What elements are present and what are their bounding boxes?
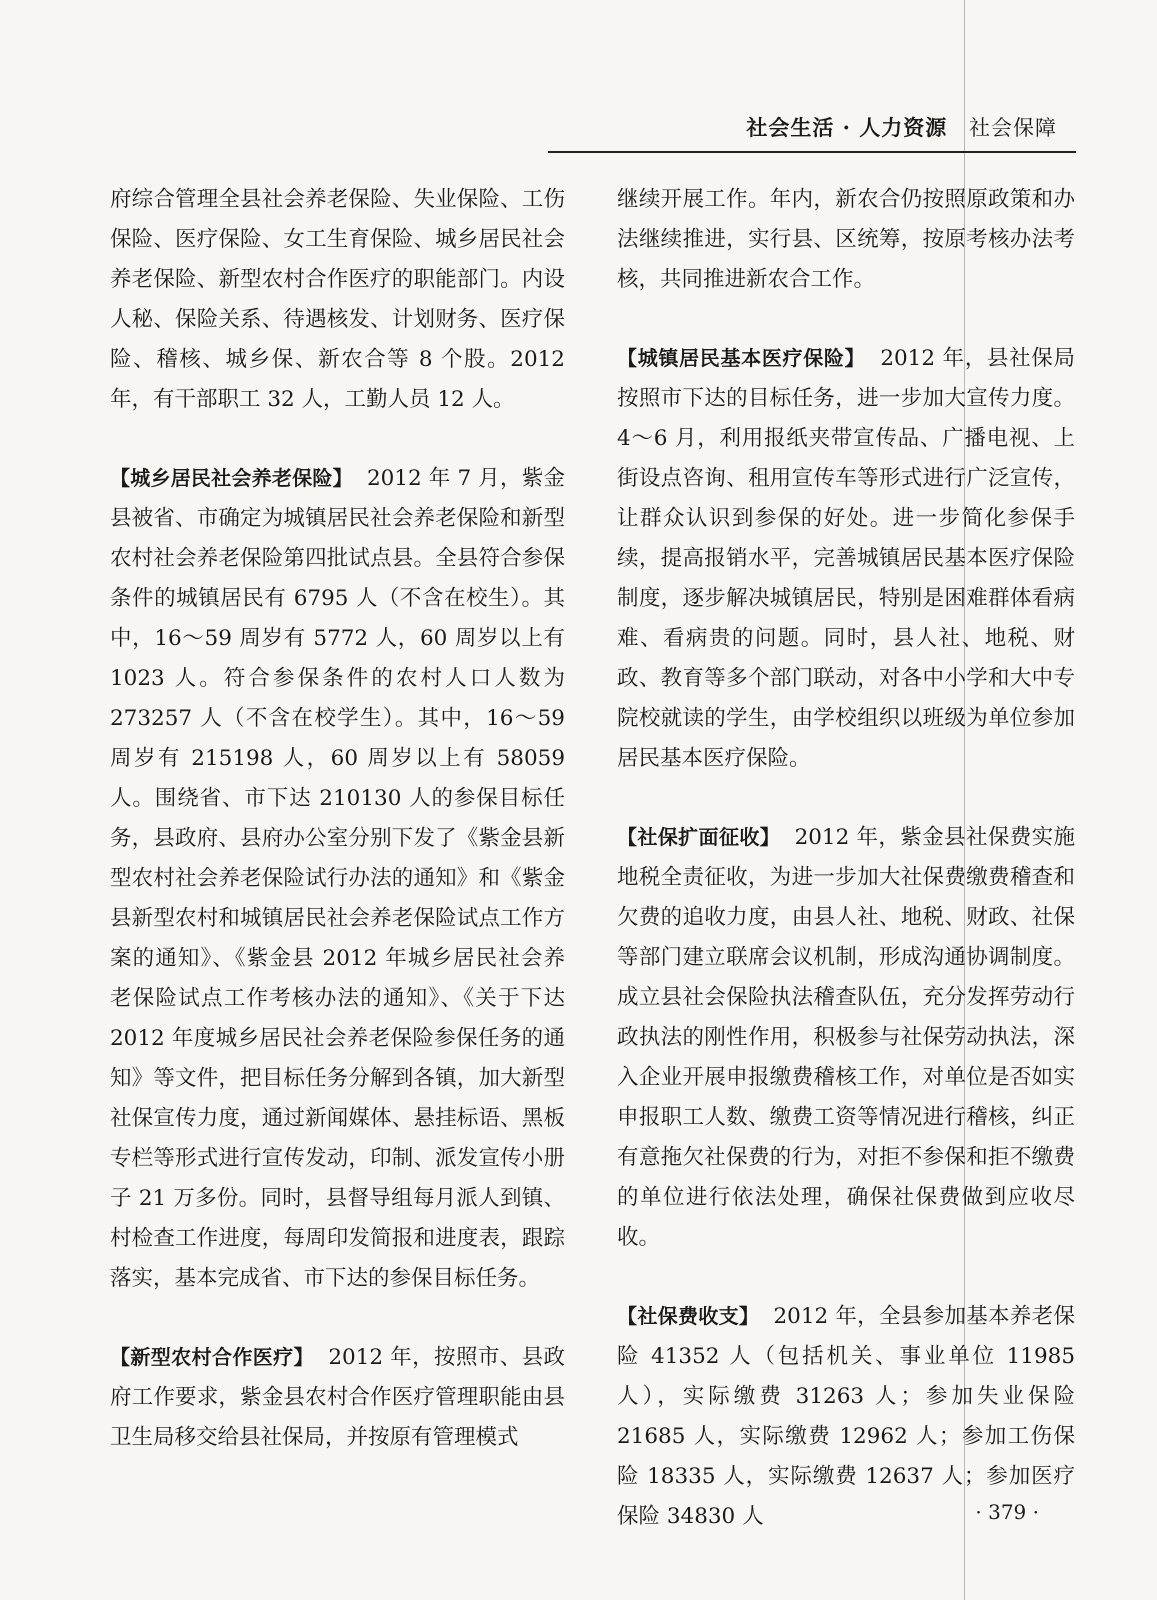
right-column <box>617 180 1075 1575</box>
section-title: 【城镇居民基本医疗保险】 <box>617 346 866 370</box>
continuation-paragraph: 继续开展工作。年内，新农合仍按照原政策和办法继续推进，实行县、区统筹，按原考核办法考核，共同推进新农合工作。 <box>617 187 1075 292</box>
section-rural-cooperative-medical <box>110 1337 565 1458</box>
section-title: 【新型农村合作医疗】 <box>110 1345 314 1369</box>
section-title: 【社保扩面征收】 <box>617 825 781 849</box>
intro-paragraph: 府综合管理全县社会养老保险、失业保险、工伤保险、医疗保险、女工生育保险、城乡居民社会养老保险、新型农村合作医疗的职能部门。内设人秘、保险关系、待遇核发、计划财务、医疗保险、稽核、城乡保、新农合等 8 个股。2012 年，有干部职工 32 人，工勤人员 12 人。 <box>110 187 565 412</box>
header-section: 社会生活 · 人力资源 <box>746 115 948 140</box>
running-header <box>746 112 1057 142</box>
section-body: 2012 年，县社保局按照市下达的目标任务，进一步加大宣传力度。4～6 月，利用报纸夹带宣传品、广播电视、上街设点咨询、租用宣传车等形式进行广泛宣传，让群众认识到参保的好处。进一步简化参保手续，提高报销水平，完善城镇居民基本医疗保险制度，逐步解决城镇居民，特别是困难群体看病难、看病贵的问题。同时，县人社、地税、财政、教育等多个部门联动，对各中小学和大中专院校就读的学生，由学校组织以班级为单位参加居民基本医疗保险。 <box>617 346 1075 771</box>
section-title: 【社保费收支】 <box>617 1304 760 1328</box>
page-number: · 379 · <box>975 1500 1039 1524</box>
section-body: 2012 年，全县参加基本养老保险 41352 人（包括机关、事业单位 11985 人），实际缴费 31263 人；参加失业保险 21685 人，实际缴费 12962 人；参加工伤保险 18335 人，实际缴费 12637 人；参加医疗保险 34830 人 <box>617 1304 1075 1529</box>
section-social-insurance-collection <box>617 817 1075 1258</box>
section-body: 2012 年 7 月，紫金县被省、市确定为城镇居民社会养老保险和新型农村社会养老保险第四批试点县。全县符合参保条件的城镇居民有 6795 人（不含在校生）。其中，16～59 周岁有 5772 人，60 周岁以上有 1023 人。符合参保条件的农村人口人数为 273257 人（不含在校学生）。其中，16～59 周岁有 215198 人，60 周岁以上有 58059 人。围绕省、市下达 210130 人的参保目标任务，县政府、县府办公室分别下发了《紫金县新型农村社会养老保险试行办法的通知》和《紫金县新型农村和城镇居民社会养老保险试点工作方案的通知》、《紫金县 2012 年城乡居民社会养老保险试点工作考核办法的通知》、《关于下达 2012 年度城乡居民社会养老保险参保任务的通知》等文件，把目标任务分解到各镇，加大新型社保宣传力度，通过新闻媒体、悬挂标语、黑板专栏等形式进行宣传发动，印制、派发宣传小册子 21 万多份。同时，县督导组每月派人到镇、村检查工作进度，每周印发简报和进度表，跟踪落实，基本完成省、市下达的参保目标任务。 <box>110 466 565 1291</box>
header-subsection: 社会保障 <box>969 116 1057 140</box>
section-body: 2012 年，紫金县社保费实施地税全责征收，为进一步加大社保费缴费稽查和欠费的追收力度，由县人社、地税、财政、社保等部门建立联席会议机制，形成沟通协调制度。成立县社会保险执法稽查队伍，充分发挥劳动行政执法的刚性作用，积极参与社保劳动执法，深入企业开展申报缴费稽核工作，对单位是否如实申报职工人数、缴费工资等情况进行稽核，纠正有意拖欠社保费的行为，对拒不参保和拒不缴费的单位进行依法处理，确保社保费做到应收尽收。 <box>617 825 1075 1250</box>
left-column <box>110 180 565 1496</box>
section-urban-medical-insurance <box>617 338 1075 779</box>
section-body: 2012 年，按照市、县政府工作要求，紫金县农村合作医疗管理职能由县卫生局移交给县社保局，并按原有管理模式 <box>110 1345 566 1450</box>
section-rural-urban-pension <box>110 458 565 1299</box>
header-rule <box>548 151 1076 153</box>
section-title: 【城乡居民社会养老保险】 <box>110 466 353 490</box>
